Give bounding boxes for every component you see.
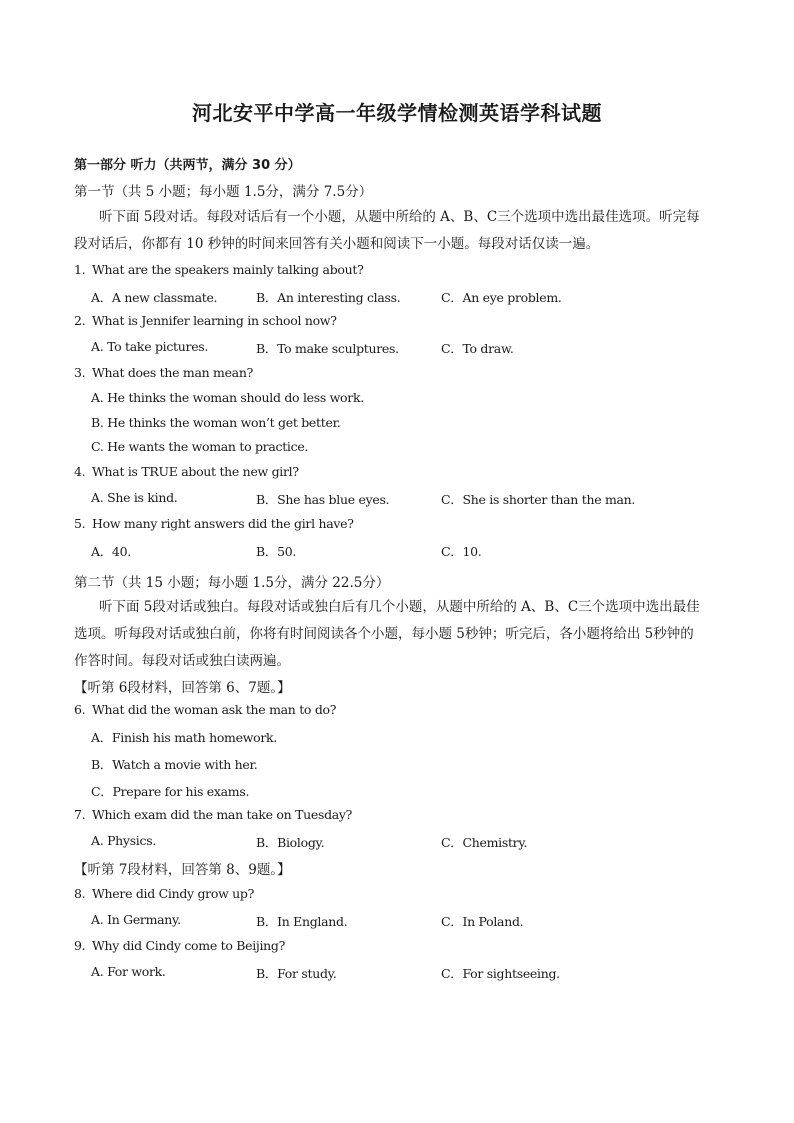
question-number: 4. xyxy=(74,464,86,479)
question-6 xyxy=(74,702,336,717)
section1-instructions-line2: 段对话后，你都有 10 秒钟的时间来回答有关小题和阅读下一小题。每段对话仅读一遍。 xyxy=(74,236,600,252)
question-3 xyxy=(74,365,253,380)
question-number: 1. xyxy=(74,262,86,277)
question-7-option-b: B．Biology. xyxy=(256,835,325,850)
question-9-option-a: A. For work. xyxy=(91,964,166,979)
question-9 xyxy=(74,938,285,953)
question-text: What does the man mean? xyxy=(92,365,253,380)
question-1-option-c: C．An eye problem. xyxy=(441,290,562,305)
question-1 xyxy=(74,262,364,277)
question-4 xyxy=(74,464,299,479)
question-8-option-b: B．In England. xyxy=(256,914,348,929)
question-7-option-a: A. Physics. xyxy=(91,833,156,848)
section2-instructions-line1: 听下面 5段对话或独白。每段对话或独白后有几个小题，从题中所给的 A、B、C三个选项中选出最佳 xyxy=(99,599,700,615)
question-5-option-b: B．50. xyxy=(256,544,297,559)
question-6-option-c: C．Prepare for his exams. xyxy=(91,784,250,799)
question-number: 6. xyxy=(74,702,86,717)
question-4-option-c: C．She is shorter than the man. xyxy=(441,492,636,507)
question-text: What is TRUE about the new girl? xyxy=(92,464,299,479)
question-3-option-c: C. He wants the woman to practice. xyxy=(91,439,309,454)
question-8 xyxy=(74,886,254,901)
question-number: 2. xyxy=(74,313,86,328)
question-2-option-c: C．To draw. xyxy=(441,341,514,356)
question-text: How many right answers did the girl have? xyxy=(92,516,354,531)
question-6-option-a: A．Finish his math homework. xyxy=(91,730,277,745)
question-8-option-c: C．In Poland. xyxy=(441,914,524,929)
question-2-option-b: B．To make sculptures. xyxy=(256,341,399,356)
question-4-option-a: A. She is kind. xyxy=(91,490,178,505)
question-text: What did the woman ask the man to do? xyxy=(92,702,337,717)
question-5-option-a: A．40. xyxy=(91,544,131,559)
section2-instructions-line2: 选项。听每段对话或独白前，你将有时间阅读各个小题，每小题 5秒钟；听完后，各小题将给出 5秒钟的 xyxy=(74,626,694,642)
question-text: What are the speakers mainly talking about? xyxy=(92,262,364,277)
question-7 xyxy=(74,807,352,822)
question-3-option-a: A. He thinks the woman should do less work. xyxy=(91,390,364,405)
part1-heading: 第一部分 听力（共两节，满分 30 分） xyxy=(74,158,301,173)
question-5 xyxy=(74,516,354,531)
material-6-note: 【听第 6段材料，回答第 6、7题。】 xyxy=(74,680,291,696)
question-2 xyxy=(74,313,337,328)
question-number: 7. xyxy=(74,807,86,822)
question-1-option-b: B．An interesting class. xyxy=(256,290,401,305)
question-9-option-b: B．For study. xyxy=(256,966,337,981)
page-title: 河北安平中学高一年级学情检测英语学科试题 xyxy=(192,101,602,125)
question-6-option-b: B．Watch a movie with her. xyxy=(91,757,258,772)
question-number: 8. xyxy=(74,886,86,901)
question-2-option-a: A. To take pictures. xyxy=(91,339,209,354)
section1-heading: 第一节（共 5 小题；每小题 1.5分，满分 7.5分） xyxy=(74,184,373,200)
section2-instructions-line3: 作答时间。每段对话或独白读两遍。 xyxy=(74,653,290,669)
question-9-option-c: C．For sightseeing. xyxy=(441,966,560,981)
question-8-option-a: A. In Germany. xyxy=(91,912,181,927)
section2-instructions xyxy=(74,594,724,675)
question-number: 3. xyxy=(74,365,86,380)
question-number: 9. xyxy=(74,938,86,953)
question-text: Which exam did the man take on Tuesday? xyxy=(92,807,353,822)
question-3-option-b: B. He thinks the woman won’t get better. xyxy=(91,415,341,430)
section1-instructions-line1: 听下面 5段对话。每段对话后有一个小题，从题中所给的 A、B、C三个选项中选出最佳选项。听完每 xyxy=(99,209,700,225)
question-text: What is Jennifer learning in school now? xyxy=(92,313,337,328)
question-7-option-c: C．Chemistry. xyxy=(441,835,528,850)
question-number: 5. xyxy=(74,516,86,531)
section1-instructions xyxy=(74,204,724,258)
material-7-note: 【听第 7段材料，回答第 8、9题。】 xyxy=(74,862,291,878)
question-5-option-c: C．10. xyxy=(441,544,482,559)
question-1-option-a: A．A new classmate. xyxy=(91,290,218,305)
question-text: Why did Cindy come to Beijing? xyxy=(92,938,286,953)
section2-heading: 第二节（共 15 小题；每小题 1.5分，满分 22.5分） xyxy=(74,575,390,591)
question-4-option-b: B．She has blue eyes. xyxy=(256,492,390,507)
question-text: Where did Cindy grow up? xyxy=(92,886,254,901)
